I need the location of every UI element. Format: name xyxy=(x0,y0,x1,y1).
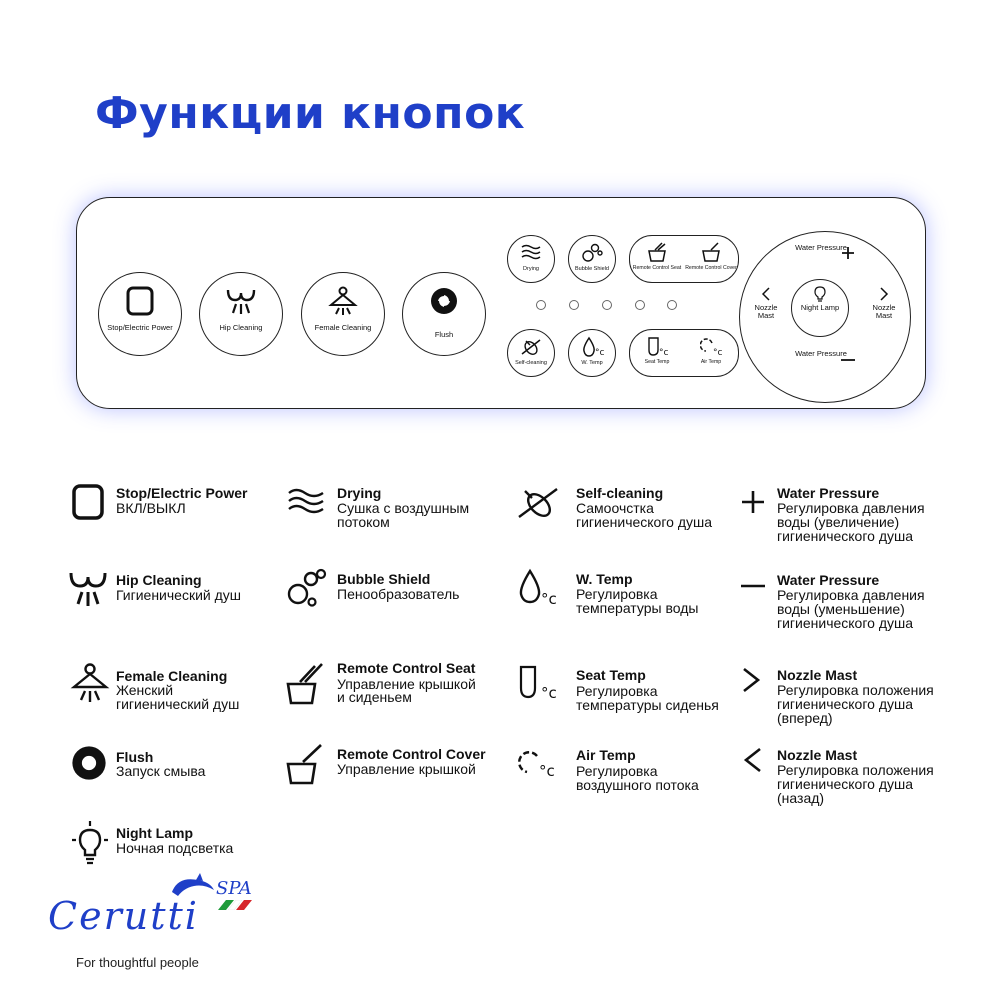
hip-cleaning-icon xyxy=(68,568,108,610)
legend-desc: Управление крышкой xyxy=(337,761,476,777)
legend-desc: Гигиенический душ xyxy=(116,587,242,603)
power-square-icon xyxy=(124,285,156,317)
legend-desc: температуры сиденья xyxy=(576,697,719,713)
seat-temp-button[interactable] xyxy=(630,330,684,376)
female-cleaning-button[interactable] xyxy=(301,272,385,356)
legend-title: Hip Cleaning xyxy=(116,572,202,588)
legend-desc: Управление крышкой xyxy=(337,676,476,692)
bubble-shield-button[interactable] xyxy=(568,235,616,283)
legend-desc: Женский xyxy=(116,682,174,698)
remote-cover-button[interactable] xyxy=(684,236,738,282)
legend-desc: (вперед) xyxy=(777,710,833,726)
female-cleaning-icon xyxy=(327,285,359,317)
self-cleaning-icon xyxy=(517,483,561,523)
remote-seat-icon xyxy=(646,241,668,263)
legend-desc: Самоочстка xyxy=(576,500,654,516)
legend-desc: воды (уменьшение) xyxy=(777,601,905,617)
remote-seat-icon xyxy=(285,660,327,706)
legend-desc: Регулировка положения xyxy=(777,762,934,778)
legend-desc: потоком xyxy=(337,514,390,530)
logo-brand-name: Cerutti xyxy=(48,894,199,938)
legend-desc: ВКЛ/ВЫКЛ xyxy=(116,500,186,516)
drying-icon xyxy=(287,483,325,519)
self-cleaning-icon xyxy=(520,336,542,358)
legend-title: Water Pressure xyxy=(777,485,880,501)
legend-title: Drying xyxy=(337,485,382,501)
hip-cleaning-icon xyxy=(225,285,257,317)
page-title: Функции кнопок xyxy=(95,88,526,139)
night-lamp-button[interactable] xyxy=(791,279,849,337)
svg-text:°c: °c xyxy=(595,348,605,358)
svg-text:°c: °c xyxy=(541,684,557,702)
legend-desc: Сушка с воздушным xyxy=(337,500,470,516)
legend-desc: Регулировка давления xyxy=(777,500,925,516)
plus-icon xyxy=(841,246,855,260)
remote-cover-icon xyxy=(285,742,327,786)
water-temp-button[interactable] xyxy=(568,329,616,377)
legend-desc: Запуск смыва xyxy=(116,763,206,779)
brand-logo xyxy=(48,870,278,980)
female-cleaning-label: Female Cleaning xyxy=(314,323,372,332)
legend-desc: воздушного потока xyxy=(576,777,699,793)
water-pressure-down-label: Water Pressure xyxy=(795,349,847,358)
legend-title: Flush xyxy=(116,749,154,765)
legend-title: Stop/Electric Power xyxy=(116,485,248,501)
chevron-left-icon xyxy=(761,287,771,301)
legend-title: Female Cleaning xyxy=(116,668,228,684)
flush-icon xyxy=(428,285,460,317)
legend-desc: гигиенического душа xyxy=(777,776,914,792)
nozzle-forward-label: Nozzle Mast xyxy=(872,303,896,320)
legend-title: Air Temp xyxy=(576,747,636,763)
air-temp-icon xyxy=(700,335,724,357)
legend-title: Self-cleaning xyxy=(576,485,664,501)
remote-cover-icon xyxy=(700,241,722,263)
legend-title: Remote Control Cover xyxy=(337,746,486,762)
drying-icon xyxy=(520,242,542,262)
legend-desc: (назад) xyxy=(777,790,825,806)
flush-label: Flush xyxy=(434,330,454,339)
drying-label: Drying xyxy=(523,266,539,272)
legend-desc: Регулировка xyxy=(576,586,658,602)
water-temp-label: W. Temp xyxy=(581,360,603,366)
nozzle-back-label: Nozzle Mast xyxy=(754,303,778,320)
bubble-shield-icon xyxy=(287,568,327,608)
svg-text:°c: °c xyxy=(541,590,557,608)
svg-text:°c: °c xyxy=(539,762,555,780)
self-cleaning-button[interactable] xyxy=(507,329,555,377)
legend-desc: гигиенического душа xyxy=(777,615,914,631)
legend-desc: Пенообразователь xyxy=(337,586,460,602)
power-square-icon xyxy=(70,482,106,522)
legend-desc: температуры воды xyxy=(576,600,699,616)
svg-text:°c: °c xyxy=(713,348,723,357)
chevron-right-icon xyxy=(879,287,889,301)
legend-desc: гигиенического душа xyxy=(576,514,713,530)
seat-temp-label: Seat Temp xyxy=(644,359,670,365)
italian-flag-icon xyxy=(218,900,252,910)
flush-button[interactable] xyxy=(402,272,486,356)
nozzle-dial xyxy=(739,231,911,403)
legend-desc: и сиденьем xyxy=(337,689,412,705)
night-lamp-label: Night Lamp xyxy=(800,303,840,312)
logo-spa: SPA xyxy=(216,878,252,899)
seat-temp-icon xyxy=(646,335,670,357)
legend-desc: Регулировка положения xyxy=(777,682,934,698)
flush-icon xyxy=(70,744,108,782)
chevron-right-icon xyxy=(740,665,764,695)
legend-desc: гигиенический душ xyxy=(116,696,240,712)
indicator-light xyxy=(569,300,579,310)
legend-desc: Регулировка xyxy=(576,763,658,779)
night-lamp-icon xyxy=(68,820,112,866)
air-temp-icon xyxy=(517,744,561,782)
remote-seat-label: Remote Control Seat xyxy=(632,265,682,271)
legend-title: Bubble Shield xyxy=(337,571,431,587)
water-temp-icon xyxy=(517,568,561,608)
legend-desc: гигиенического душа xyxy=(777,528,914,544)
logo-tagline: For thoughtful people xyxy=(76,955,199,970)
remote-pill xyxy=(629,235,739,283)
legend-desc: Регулировка давления xyxy=(777,587,925,603)
water-temp-icon xyxy=(581,336,605,358)
remote-seat-button[interactable] xyxy=(630,236,684,282)
temp-pill xyxy=(629,329,739,377)
legend-title: Remote Control Seat xyxy=(337,660,476,676)
air-temp-button[interactable] xyxy=(684,330,738,376)
legend-title: Seat Temp xyxy=(576,667,646,683)
stop-power-label: Stop/Electric Power xyxy=(107,323,173,332)
legend-desc: гигиенического душа xyxy=(777,696,914,712)
legend-title: Nozzle Mast xyxy=(777,747,858,763)
night-lamp-icon xyxy=(812,284,828,304)
nozzle-back-button[interactable] xyxy=(748,304,784,320)
hip-cleaning-label: Hip Cleaning xyxy=(219,323,263,332)
legend-title: W. Temp xyxy=(576,571,633,587)
control-panel xyxy=(76,197,926,409)
legend-desc: Ночная подсветка xyxy=(116,840,234,856)
nozzle-forward-button[interactable] xyxy=(866,304,902,320)
indicator-light xyxy=(602,300,612,310)
bubble-shield-icon xyxy=(581,242,603,264)
bubble-shield-label: Bubble Shield xyxy=(575,266,609,272)
legend-desc: Регулировка xyxy=(576,683,658,699)
indicator-light xyxy=(667,300,677,310)
legend-title: Night Lamp xyxy=(116,825,193,841)
self-cleaning-label: Self-cleaning xyxy=(515,360,547,366)
indicator-light xyxy=(635,300,645,310)
stop-power-button[interactable] xyxy=(98,272,182,356)
water-pressure-up-label: Water Pressure xyxy=(795,243,847,252)
seat-temp-icon xyxy=(517,664,561,704)
drying-button[interactable] xyxy=(507,235,555,283)
indicator-light xyxy=(536,300,546,310)
legend-title: Nozzle Mast xyxy=(777,667,858,683)
air-temp-label: Air Temp xyxy=(700,359,722,365)
water-pressure-down-button[interactable] xyxy=(795,350,847,358)
water-pressure-up-button[interactable] xyxy=(795,244,847,252)
svg-text:°c: °c xyxy=(659,348,669,357)
legend-desc: воды (увеличение) xyxy=(777,514,900,530)
female-cleaning-icon xyxy=(70,662,110,704)
legend-title: Water Pressure xyxy=(777,572,880,588)
hip-cleaning-button[interactable] xyxy=(199,272,283,356)
minus-icon xyxy=(740,570,766,596)
remote-cover-label: Remote Control Cover xyxy=(685,265,737,271)
chevron-left-icon xyxy=(740,745,764,775)
plus-icon xyxy=(740,489,766,515)
minus-icon xyxy=(841,358,855,362)
